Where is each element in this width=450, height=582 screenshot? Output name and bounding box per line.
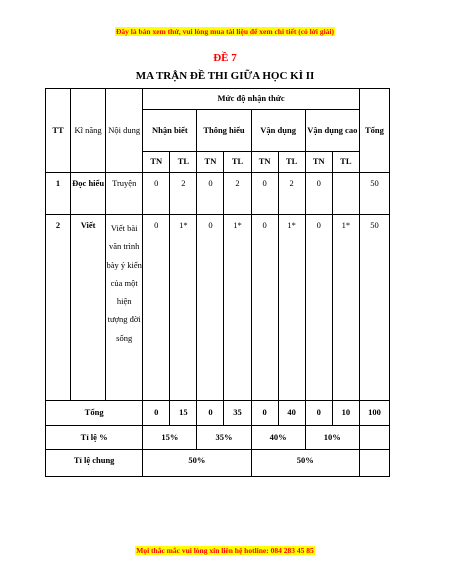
- cell-value: 0: [143, 401, 170, 426]
- header-sub: TN: [251, 152, 278, 173]
- cell-value: [332, 173, 359, 215]
- cell-value: 0: [305, 401, 332, 426]
- matrix-table-container: [45, 88, 390, 476]
- cell-tong: [359, 450, 389, 477]
- header-sub: TL: [278, 152, 305, 173]
- cell-value: 0: [305, 215, 332, 401]
- cell-value: 40: [278, 401, 305, 426]
- cell-value: 0: [251, 401, 278, 426]
- header-sub: TN: [143, 152, 170, 173]
- cell-value: 0: [197, 215, 224, 401]
- cell-value: 15%: [143, 426, 197, 450]
- header-sub: TL: [224, 152, 251, 173]
- general-ratio-row: [46, 450, 390, 477]
- header-sub: TL: [170, 152, 197, 173]
- cell-value: 0: [251, 215, 278, 401]
- header-level: Thông hiểu: [197, 110, 251, 152]
- cell-tong: [359, 426, 389, 450]
- table-row: [46, 215, 390, 401]
- cell-label: Tỉ lệ chung: [46, 450, 143, 477]
- cell-value: 0: [197, 401, 224, 426]
- cell-ki-nang: Đọc hiểu: [71, 173, 106, 215]
- total-row: [46, 401, 390, 426]
- header-level: Nhận biết: [143, 110, 197, 152]
- cell-tong: 50: [359, 173, 389, 215]
- header-sub: TN: [197, 152, 224, 173]
- cell-value: 2: [278, 173, 305, 215]
- cell-value: 1*: [278, 215, 305, 401]
- cell-noi-dung: Viết bài văn trình bày ý kiến của một hiện tượng đời sống: [106, 215, 143, 401]
- cell-label: Tỉ lệ %: [46, 426, 143, 450]
- cell-tt: 2: [46, 215, 71, 401]
- header-level: Vận dụng: [251, 110, 305, 152]
- cell-tong: 50: [359, 215, 389, 401]
- cell-value: 50%: [143, 450, 251, 477]
- header-ki-nang: Kĩ năng: [71, 89, 106, 173]
- cell-value: 40%: [251, 426, 305, 450]
- cell-value: 2: [170, 173, 197, 215]
- header-row-1: [46, 89, 390, 110]
- header-noi-dung: Nội dung: [106, 89, 143, 173]
- header-sub: TN: [305, 152, 332, 173]
- header-tt: TT: [46, 89, 71, 173]
- cell-value: 1*: [332, 215, 359, 401]
- cell-value: 10%: [305, 426, 359, 450]
- cell-ki-nang: Viết: [71, 215, 106, 401]
- header-tong: Tổng: [359, 89, 389, 173]
- cell-value: 2: [224, 173, 251, 215]
- cell-value: 50%: [251, 450, 359, 477]
- cell-value: 0: [197, 173, 224, 215]
- header-muc-do: Mức độ nhận thức: [143, 89, 360, 110]
- header-level: Vận dụng cao: [305, 110, 359, 152]
- cell-label: Tổng: [46, 401, 143, 426]
- matrix-table: [45, 88, 390, 477]
- ratio-row: [46, 426, 390, 450]
- cell-value: 35%: [197, 426, 251, 450]
- cell-value: 1*: [170, 215, 197, 401]
- cell-value: 10: [332, 401, 359, 426]
- cell-value: 0: [143, 173, 170, 215]
- cell-noi-dung: Truyện: [106, 173, 143, 215]
- cell-value: 0: [251, 173, 278, 215]
- cell-tong: 100: [359, 401, 389, 426]
- table-row: [46, 173, 390, 215]
- cell-value: 0: [143, 215, 170, 401]
- exam-number: ĐỀ 7: [213, 52, 237, 64]
- cell-value: 0: [305, 173, 332, 215]
- hotline-banner: Mọi thắc mắc vui lòng xin liên hệ hotline: 084 283 45 85: [136, 546, 314, 555]
- cell-value: 15: [170, 401, 197, 426]
- preview-banner: Đây là bản xem thử, vui lòng mua tài liệu để xem chi tiết (có lời giải): [115, 27, 335, 36]
- cell-value: 35: [224, 401, 251, 426]
- page-title: MA TRẬN ĐỀ THI GIỮA HỌC KÌ II: [135, 70, 315, 82]
- cell-tt: 1: [46, 173, 71, 215]
- cell-value: 1*: [224, 215, 251, 401]
- header-sub: TL: [332, 152, 359, 173]
